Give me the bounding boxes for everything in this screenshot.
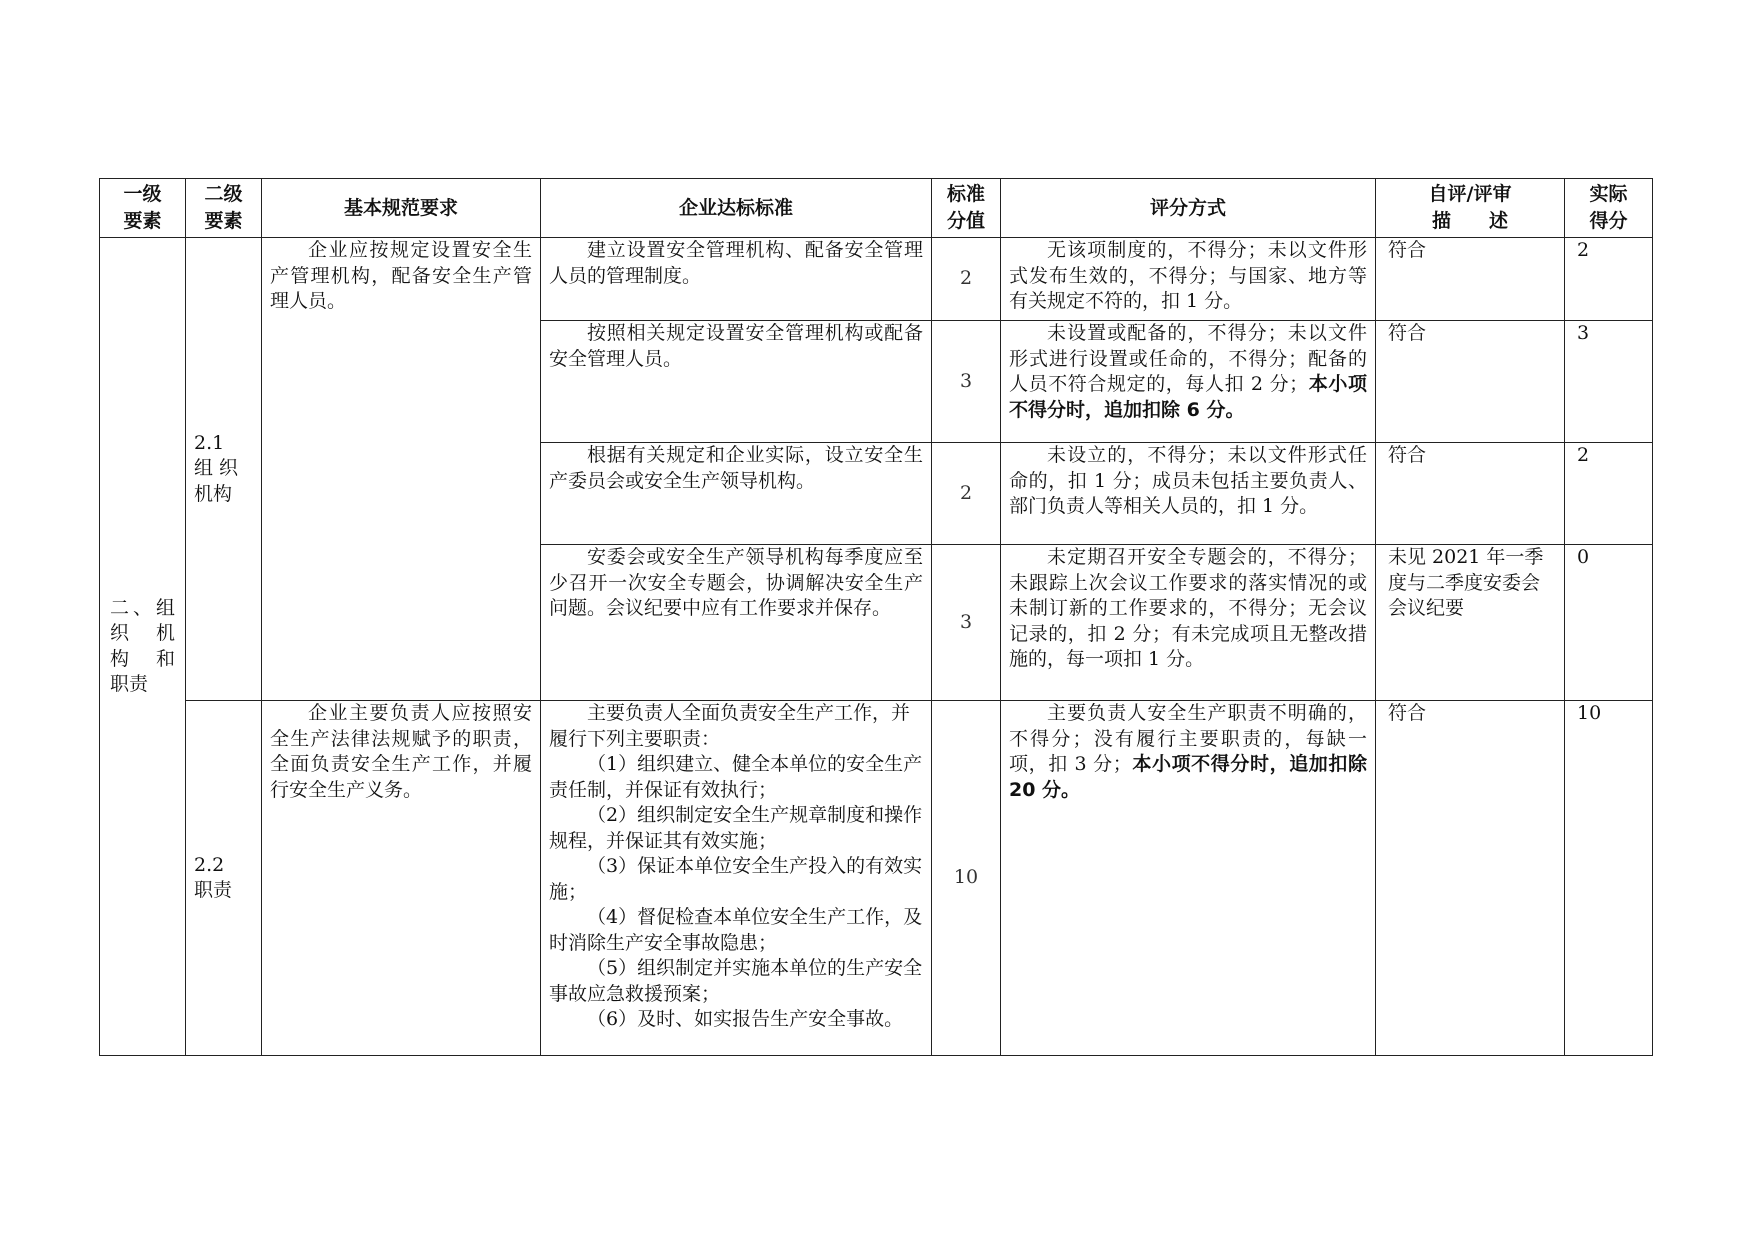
scoring-method-cell: 未设立的，不得分；未以文件形式任命的，扣 1 分；成员未包括主要负责人、部门负责人等相关人员的，扣 1 分。 bbox=[1001, 443, 1376, 545]
actual-score-cell: 3 bbox=[1565, 321, 1653, 443]
header-score-value: 标准 分值 bbox=[932, 179, 1001, 238]
table-row bbox=[100, 238, 1653, 321]
self-eval-cell: 符合 bbox=[1376, 443, 1565, 545]
duty-item: （2）组织制定安全生产规章制度和操作规程，并保证其有效实施； bbox=[549, 804, 923, 852]
standard-cell: 主要负责人全面负责安全生产工作，并履行下列主要职责： （1）组织建立、健全本单位的安全生产责任制，并保证有效执行； （2）组织制定安全生产规章制度和操作规程，并保证其有效实施； （3）保证本单位安全生产投入的有效实施； （4）督促检查本单位安全生产工作，及时消除生产安全事故隐患； （5）组织制定并实施本单位的生产安全事故应急救援预案； （6）及时、如实报告生产安全事故。 bbox=[541, 701, 932, 1056]
header-requirement: 基本规范要求 bbox=[262, 179, 541, 238]
actual-score-cell: 10 bbox=[1565, 701, 1653, 1056]
actual-score-cell: 0 bbox=[1565, 545, 1653, 701]
duty-item: （5）组织制定并实施本单位的生产安全事故应急救援预案； bbox=[549, 957, 923, 1005]
score-value-cell: 2 bbox=[932, 443, 1001, 545]
duty-item: （1）组织建立、健全本单位的安全生产责任制，并保证有效执行； bbox=[549, 753, 923, 801]
header-standard: 企业达标标准 bbox=[541, 179, 932, 238]
self-eval-cell: 符合 bbox=[1376, 321, 1565, 443]
table-header bbox=[100, 179, 1653, 238]
level1-element: 二、组织 机构 和职责 bbox=[100, 238, 186, 1056]
requirement-cell: 企业主要负责人应按照安全生产法律法规赋予的职责，全面负责安全生产工作，并履行安全生产义务。 bbox=[262, 701, 541, 1056]
scoring-method-cell: 主要负责人安全生产职责不明确的，不得分；没有履行主要职责的，每缺一项，扣 3 分；本小项不得分时，追加扣除 20 分。 bbox=[1001, 701, 1376, 1056]
level2-element-2-1: 2.1 组 织机构 bbox=[186, 238, 262, 701]
method-emphasis: 本小项不得分时，追加扣除 20 分。 bbox=[1009, 753, 1367, 801]
score-value-cell: 2 bbox=[932, 238, 1001, 321]
header-actual-score: 实际 得分 bbox=[1565, 179, 1653, 238]
header-self-eval: 自评/评审 描 述 bbox=[1376, 179, 1565, 238]
score-value-cell: 10 bbox=[932, 701, 1001, 1056]
table-row bbox=[100, 701, 1653, 1056]
score-value-cell: 3 bbox=[932, 321, 1001, 443]
standard-cell: 安委会或安全生产领导机构每季度应至少召开一次安全专题会，协调解决安全生产问题。会议纪要中应有工作要求并保存。 bbox=[541, 545, 932, 701]
requirement-cell: 企业应按规定设置安全生产管理机构，配备安全生产管理人员。 bbox=[262, 238, 541, 701]
standard-cell: 根据有关规定和企业实际，设立安全生产委员会或安全生产领导机构。 bbox=[541, 443, 932, 545]
standard-cell: 按照相关规定设置安全管理机构或配备安全管理人员。 bbox=[541, 321, 932, 443]
method-emphasis: 本小项不得分时，追加扣除 6 分。 bbox=[1009, 373, 1367, 421]
self-eval-cell: 未见 2021 年一季度与二季度安委会会议纪要 bbox=[1376, 545, 1565, 701]
scoring-method-cell: 无该项制度的，不得分；未以文件形式发布生效的，不得分；与国家、地方等有关规定不符的，扣 1 分。 bbox=[1001, 238, 1376, 321]
header-scoring-method: 评分方式 bbox=[1001, 179, 1376, 238]
duty-item: （4）督促检查本单位安全生产工作，及时消除生产安全事故隐患； bbox=[549, 906, 923, 954]
self-eval-cell: 符合 bbox=[1376, 701, 1565, 1056]
scoring-method-cell: 未定期召开安全专题会的，不得分；未跟踪上次会议工作要求的落实情况的或未制订新的工作要求的，不得分；无会议记录的，扣 2 分；有未完成项且无整改措施的，每一项扣 1 分。 bbox=[1001, 545, 1376, 701]
actual-score-cell: 2 bbox=[1565, 238, 1653, 321]
duty-item: （3）保证本单位安全生产投入的有效实施； bbox=[549, 855, 923, 903]
scoring-method-cell: 未设置或配备的，不得分；未以文件形式进行设置或任命的，不得分；配备的人员不符合规定的，每人扣 2 分；本小项不得分时，追加扣除 6 分。 bbox=[1001, 321, 1376, 443]
header-level2: 二级 要素 bbox=[186, 179, 262, 238]
standard-cell: 建立设置安全管理机构、配备安全管理人员的管理制度。 bbox=[541, 238, 932, 321]
level2-element-2-2: 2.2 职责 bbox=[186, 701, 262, 1056]
score-value-cell: 3 bbox=[932, 545, 1001, 701]
duty-item: （6）及时、如实报告生产安全事故。 bbox=[587, 1008, 904, 1030]
actual-score-cell: 2 bbox=[1565, 443, 1653, 545]
evaluation-table bbox=[99, 178, 1653, 1056]
header-level1: 一级 要素 bbox=[100, 179, 186, 238]
self-eval-cell: 符合 bbox=[1376, 238, 1565, 321]
